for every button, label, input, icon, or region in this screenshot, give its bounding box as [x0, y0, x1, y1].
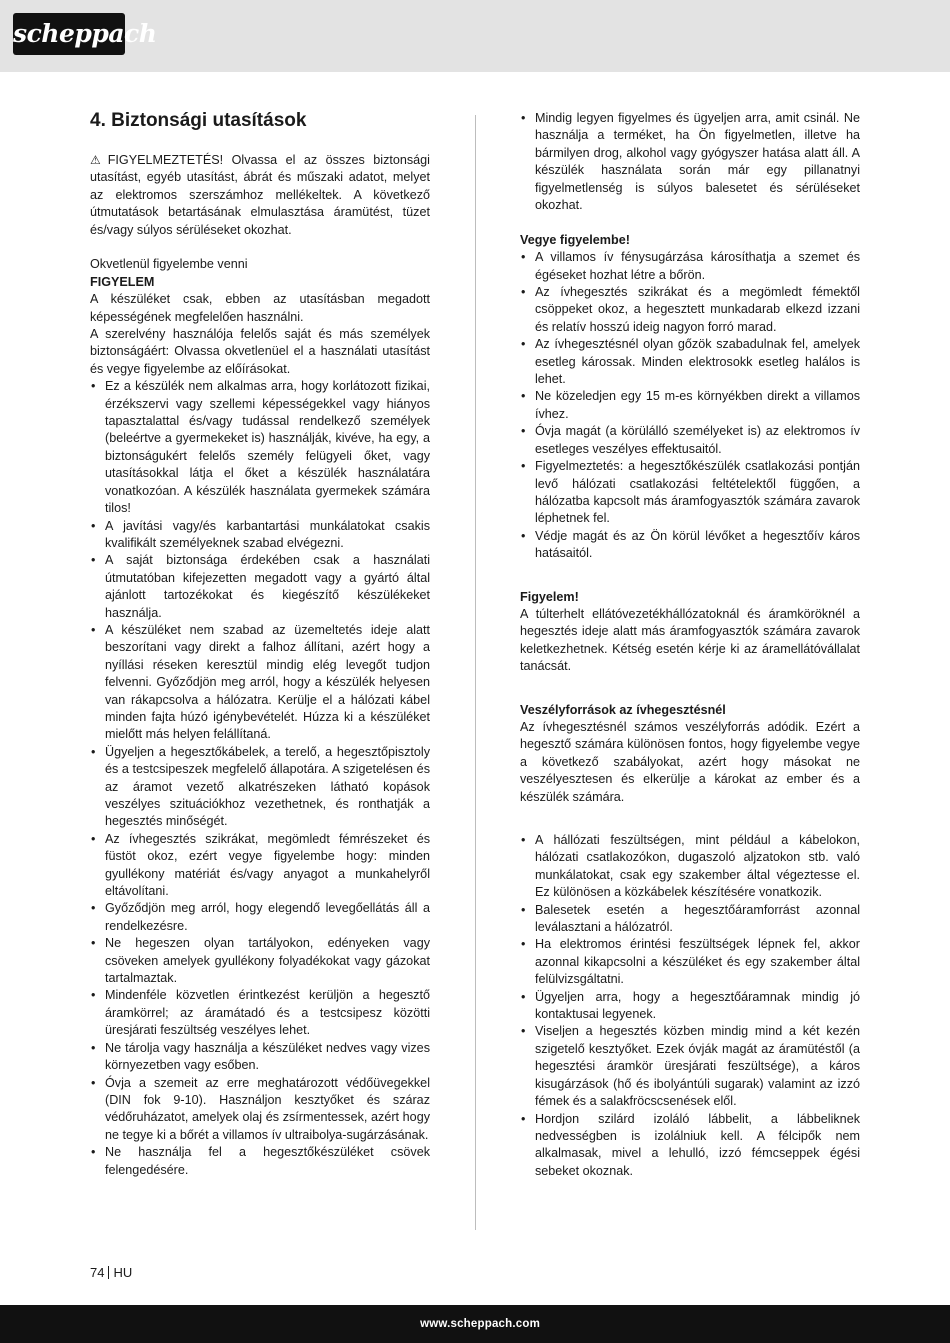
list-item: • A hállózati feszültségen, mint például a kábelokon, hálózati csatlakozókon, dugaszoló aljzatokon stb. való munkálatokat, csak egy szakember által végeztesse el. Ez különösen a közkábelek készítésére vonatkozik. [520, 832, 860, 902]
attention-heading: Figyelem! [520, 589, 579, 604]
scheppach-logo: scheppach [13, 13, 125, 55]
notice-heading: Vegye figyelembe! [520, 232, 630, 247]
list-item: • Hordjon szilárd izoláló lábbelit, a lábbeliknek nedvességben is izolálniuk kell. A félcipők nem alkalmasak, mivel a lehulló, izzó fémcseppek égési sebeket okoznak. [520, 1111, 860, 1181]
section-title: 4. Biztonsági utasítások [90, 110, 307, 131]
page-number [90, 1265, 132, 1280]
list-item: • Védje magát és az Ön körül lévőket a hegesztőív káros hatásaitól. [520, 528, 860, 563]
list-item: • Figyelmeztetés: a hegesztőkészülék csatlakozási pontján levő hálózati csatlakozási feltételektől függően, a hálózatba kapcsolt más áramfogyasztók számára zavarok léphetnek fel. [520, 458, 860, 528]
list-item: • Ne közeledjen egy 15 m-es környékben direkt a villamos ívhez. [520, 388, 860, 423]
note-title: FIGYELEM [90, 274, 155, 289]
page-language: HU [113, 1265, 133, 1280]
left-column [90, 110, 430, 1179]
list-item: • Az ívhegesztésnél olyan gőzök szabadulnak fel, amelyek esetleg károssak. Minden elektrosokk esetleg halálos is lehet. [520, 336, 860, 388]
list-item: • Ügyeljen a hegesztőkábelek, a terelő, a hegesztőpisztoly és a testcsipeszek megfelelő állapotára. A szigetelésen és az áramot vezető alkatrészeken látható kopások veszélyes szituációkhoz vezethetnek, és ronthatják a hegesztés minőségét. [90, 744, 430, 831]
list-item: • Viseljen a hegesztés közben mindig mind a két kezén szigetelő kesztyőket. Ezek óvják magát az áramütéstől (a hegesztési áramkör üresjárati feszültsége), a káros kisugárzások (hő és ibolyántúli sugarak) valamint az izzó fémek és a salakfröcscsenések elől. [520, 1023, 860, 1110]
footer-bar [0, 1305, 950, 1343]
hazards-bullet-list [520, 832, 860, 1180]
list-item: • Balesetek esetén a hegesztőáramforrást azonnal leválasztani a hálózatról. [520, 902, 860, 937]
warning-paragraph [90, 152, 430, 239]
attention-text: A túlterhelt ellátóvezetékhállózatoknál és áramköröknél a hegesztés ideje alatt más áramfogyasztók számára zavarok keletkezhetnek. Kétség esetén kérje ki az áramellátóvállalat tanácsát. [520, 606, 860, 674]
notice-bullet-list [520, 249, 860, 562]
list-item: • Győződjön meg arról, hogy elegendő levegőellátás áll a rendelkezésre. [90, 900, 430, 935]
page-number-separator [108, 1266, 109, 1279]
list-item: • Az ívhegesztés szikrákat, megömledt fémrészeket és füstöt okoz, ezért vegye figyelembe hogy: minden gyullékony matériát és/vagy anyagot a munkahelyről eltávolítani. [90, 831, 430, 901]
warning-text: FIGYELMEZTETÉS! Olvassa el az összes biztonsági utasítást, egyéb utasítást, ábrát és műszaki adatot, melyet az elektromos szerszámhoz mellékeltek. A következő útmutatások betartásának elmulasztása áramütést, tüzet és/vagy súlyos sérüléseket okozhat. [90, 153, 430, 237]
warning-triangle-icon: ⚠ [90, 153, 106, 167]
list-item: • A villamos ív fénysugárzása károsíthatja a szemet és égéseket hozhat létre a bőrön. [520, 249, 860, 284]
list-item: • Óvja magát (a körülálló személyeket is) az elektromos ív esetleges veszélyes effektusaitól. [520, 423, 860, 458]
list-item: • Ha elektromos érintési feszültségek lépnek fel, akkor azonnal kikapcsolni a készüléket és egy szakember által felülvizsgáltatni. [520, 936, 860, 988]
hazards-heading: Veszélyforrások az ívhegesztésnél [520, 702, 726, 717]
note-label: Okvetlenül figyelembe venni [90, 257, 248, 272]
list-item: • Mindenféle közvetlen érintkezést kerüljön a hegesztő áramkörrel; az áramátadó és a testcsipesz közötti üresjárati feszültség veszélyes lehet. [90, 987, 430, 1039]
page-number-value: 74 [90, 1265, 105, 1280]
list-item: • Az ívhegesztés szikrákat és a megömledt fémektől csöppeket okoz, a hegesztett munkadarab elkezd izzani és relatív hosszú ideig nagyon forró marad. [520, 284, 860, 336]
right-top-bullet-list [520, 110, 860, 214]
footer-url[interactable]: www.scheppach.com [420, 1318, 540, 1330]
list-item: • Ne hegeszen olyan tartályokon, edényeken vagy csöveken amelyek gyullékony folyadékokat vagy gázokat tartalmaztak. [90, 935, 430, 987]
hazards-text: Az ívhegesztésnél számos veszélyforrás adódik. Ezért a hegesztő számára különösen fontos, hogy figyelembe vegye a következő szabályokat, azért hogy másokat ne veszélyesztesen és elkerülje a károkat az ember és a készülék számára. [520, 719, 860, 804]
intro-paragraph-1: A készüléket csak, ebben az utasításban megadott képességének megfelelően használni. [90, 292, 430, 324]
header-bar [0, 0, 950, 72]
list-item: • Óvja a szemeit az erre meghatározott védőüvegekkel (DIN fok 9-10). Használjon kesztyőket és száraz védőruházatot, amelyek olaj és zsírmentessek, azért hogy ne tegye ki a bőrét a villamos ív ultraibolya-sugárzásának. [90, 1075, 430, 1145]
list-item: • A saját biztonsága érdekében csak a használati útmutatóban kifejezetten megadott vagy a gyártó által ajánlott tartozékokat és kiegészítő készülékeket használja. [90, 552, 430, 622]
list-item: • Ügyeljen arra, hogy a hegesztőáramnak mindig jó kontaktusai legyenek. [520, 989, 860, 1024]
left-bullet-list [90, 378, 430, 1179]
list-item: • A javítási vagy/és karbantartási munkálatokat csakis kvalifikált személyeknek szabad elvégezni. [90, 518, 430, 553]
list-item: • Ez a készülék nem alkalmas arra, hogy korlátozott fizikai, érzékszervi vagy szellemi képességekkel vagy hiányos tapasztalattal és/vagy tudással rendelkező személyek (beleértve a gyermekeket is) használják, kivéve, ha egy, a biztonságukért felelős személy felügyeli őket, vagy utasításokkal látja el őket a készülék használatára vonatkozóan. A készülék használata gyermekek számára tilos! [90, 378, 430, 517]
column-divider [475, 115, 476, 1230]
right-column [520, 110, 860, 1180]
list-item: • Ne használja fel a hegesztőkészüléket csövek felengedésére. [90, 1144, 430, 1179]
intro-paragraph-2: A szerelvény használója felelős saját és más személyek biztonságáért: Olvassa okvetlenüel el a használati utasítást és vegye figyelembe az előírásokat. [90, 327, 430, 376]
list-item: • Mindig legyen figyelmes és ügyeljen arra, amit csinál. Ne használja a terméket, ha Ön figyelmetlen, illetve ha bármilyen drog, alkohol vagy gyógyszer hatása alatt áll. A készülék használata során már egy pillanatnyi figyelmetlenség is súlyos balesetet és sérüléseket okozhat. [520, 110, 860, 214]
list-item: • Ne tárolja vagy használja a készüléket nedves vagy vizes környezetben vagy esőben. [90, 1040, 430, 1075]
list-item: • A készüléket nem szabad az üzemeltetés ideje alatt beszorítani vagy direkt a falhoz állítani, azért hogy a nyíllási réseken keresztül mindig elég levegőt tudjon felvenni. Győződjön meg arról, hogy a készülék helyesen van rákapcsolva a hálózatra. Kerülje el a hálózati kábel minden fajta húzó igénybevételét. Húzza ki a készüléket mielőtt más helyen felállítaná. [90, 622, 430, 744]
